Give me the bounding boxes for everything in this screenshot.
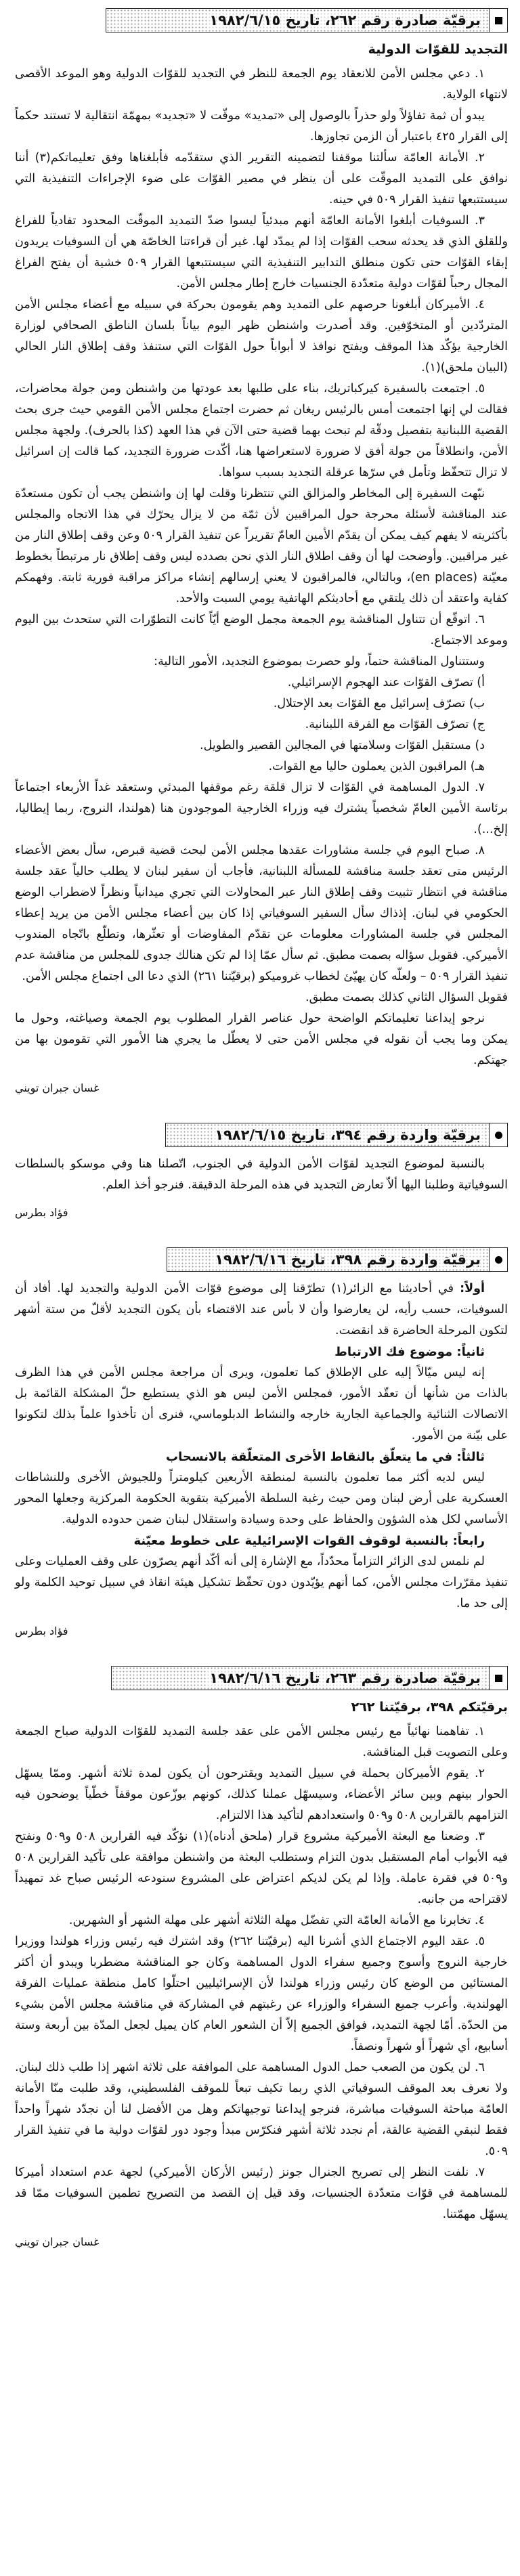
- paragraph: فقوبل السؤال الثاني كذلك بصمت مطبق.: [305, 991, 508, 1004]
- paragraph: لم نلمس لدى الزائر التزاماً محدّداً، مع الإشارة إلى أنه أكّد أنهم يصرّون على وقف العمليات وعلى تنفيذ مقرّرات مجلس الأمن، كما أنهم يؤيّدون دون تحفّظ تشكيل هيئة انقاذ في سبيل توحيد الكلمة ولو إلى حد ما.: [15, 1555, 508, 1610]
- circle-bullet-icon: [489, 1248, 507, 1271]
- paragraph: ٢. الأمانة العامّة سألتنا موقفنا لتضمينه التقرير الذي ستقدّمه فأبلغناها وفق تعليماتكم(٣) أننا نوافق على التمديد الموقّت على أن ينظر في مصير القوّات على ضوء الإجراءات التنفيذية التي سيستتبعها تنفيذ القرار ٥٠٩ في حينه.: [15, 151, 508, 207]
- topics-list: [15, 672, 508, 777]
- paragraph: ٤. الأميركان أبلغونا حرصهم على التمديد وهم يقومون بحركة في سبيله مع أعضاء مجلس الأمن المتردّدين أو المتخوّفين. وقد أصدرت واشنطن ظهر اليوم بياناً بلسان الناطق الصحافي لوزارة الخارجية يؤكّد هذا الموقف ويفتح نوافذ لا أبواباً حول القوّات التي ستنفذ وقف إطلاق النار الحالي (البيان ملحق)(١).: [15, 298, 508, 374]
- paragraph: ١. دعي مجلس الأمن للانعقاد يوم الجمعة للنظر في التجديد للقوّات الدولية وهو الموعد الأقصى لانتهاء الولاية.: [15, 67, 508, 102]
- telegram-header-text: برقيّة صادرة رقم ٢٦٣، تاريخ ١٩٨٢/٦/١٦: [207, 1670, 483, 1686]
- signature: فؤاد بطرس: [15, 1206, 68, 1219]
- paragraph: نبّهت السفيرة إلى المخاطر والمزالق التي تنتظرنا وقلت لها إن واشنطن يجب أن تكون مستعدّة عند المناقشة لأسئلة محرجة حول المراقبين لأن ثمّة من لا يزال يحرّك في هذا الاتجاه والمجلس بأكثريته لا يفهم كيف يمكن أن يقدّم الأمين العامّ تقريراً عن تنفيذ القرار ٥٠٩ وعن وقف إطلاق النار من غير مراقبين. وأوضحت لها أن وقف اطلاق النار الذي نحن بصدده ليس وقف إطلاق نار مرتبطاً بخطوط معيّنة (en places)، وبالتالي، فالمراقبون لا يعني إرسالهم إنشاء مراكز مراقبة فورية ثابتة. وفهمكم كفاية واعتقد أن ذلك يلتقي مع أحاديثكم الهاتفية يومي السبت والأحد.: [15, 487, 508, 605]
- telegram-header: [15, 1123, 508, 1147]
- square-bullet-icon: [489, 9, 507, 32]
- telegram-header-text: برقيّة واردة رقم ٣٩٨، تاريخ ١٩٨٢/٦/١٦: [212, 1251, 483, 1268]
- circle-bullet-icon: [489, 1123, 507, 1146]
- paragraph: ٦. اتوقّع أن تتناول المناقشة يوم الجمعة مجمل الوضع أيّاً كانت التطوّرات التي ستحدث بين اليوم وموعد الاجتماع.: [15, 613, 508, 647]
- paragraph: ٢. يقوم الأميركان بحملة في سبيل التمديد ويقترحون أن يكون لمدة ثلاثة أشهر. وممّا يسهّل الحوار بينهم وبين سائر الأعضاء، وسيسهّل عملنا كذلك، كونهم يوزّعون موقفاً خطّياً يوضحون فيه التزامهم بالقرارين ٥٠٨ و٥٠٩ واستعدادهم لتأكيد هذا الالتزام.: [15, 1767, 508, 1822]
- paragraph: ٥. عقد اليوم الاجتماع الذي أشرنا اليه (برقيّتنا ٢٦٢) وقد اشترك فيه رئيس وزراء هولندا ووزيرا خارجية النروج وأسوج وجميع سفراء الدول المساهمة وكان جو المناقشة مضطربا ويبدو أن أكثر المستائين من الوضع كان رئيس وزراء هولندا لأن الإسرائيليين احتلّوا كامل منطقة عمليات الفرقة الهولندية. وأعرب جميع السفراء والوزراء عن رغبتهم في المشاركة في مناقشة مجلس الأمن بشيء من الحدّة. أمّا لجهة التمديد، فوافق الجميع إلاّ أن الشعور العام كان يميل لجعل المدّة بين أربعة وستة أسابيع، أي شهراً أو شهراً ونصفاً.: [15, 1935, 508, 2053]
- list-intro: وستتناول المناقشة حتماً، ولو حصرت بموضوع التجديد، الأمور التالية:: [154, 655, 485, 668]
- telegram-header: [15, 8, 508, 33]
- section-heading: ثالثاً: في ما يتعلّق بالنقاط الأخرى المتعلّقة بالانسحاب: [166, 1450, 485, 1464]
- paragraph: ٨. صباح اليوم في جلسة مشاورات عقدها مجلس الأمن لبحث قضية قبرص، سأل بعض الأعضاء الرئيس متى تعقد جلسة مناقشة للمسألة اللبنانية، فأجاب أن سفير لبنان لا يطلب حالياً عقد جلسة مناقشة في انتظار تثبيت وقف إطلاق النار عبر المحاولات التي تجري ميدانياً ونظراً لاضطراب الوضع الحكومي في لبنان. إذذاك سأل السفير السوفياتي إذا كان بين أعضاء مجلس الأمن من يريد إعطاء المجلس في جلسة المشاورات معلومات عن تقدّم المفاوضات أو تعثّرها، وتطلّع باتّجاه المندوب الأميركي. فقوبل سؤاله بصمت مطبق. ثم سأل عمّا إذا لم تكن هنالك جدوى للمجلس من مناقشة عدم تنفيذ القرار ٥٠٩ – ولعلّه كان يهيّئ لخطاب غروميكو (برقيّتنا ٢٦١) الذي دعا الى اجتماع مجلس الأمن.: [15, 844, 508, 983]
- list-item: هـ) المراقبون الذين يعملون حاليا مع القوات.: [268, 760, 485, 773]
- signature: فؤاد بطرس: [15, 1625, 68, 1637]
- paragraph: ٧. نلفت النظر إلى تصريح الجنرال جونز (رئيس الأركان الأميركي) لجهة عدم استعداد أميركا للمساهمة في قوّات متعدّدة الجنسيات، وقد قيل إن القصد من التصريح تطمين السوفيات ممّا قد يسهّل مهمّتنا.: [15, 2166, 508, 2221]
- paragraph: ٥. اجتمعت بالسفيرة كيركباتريك، بناء على طلبها بعد عودتها من واشنطن ومن جولة محاضرات، فقالت لي إنها اجتمعت أمس بالرئيس ريغان ثم حضرت اجتماع مجلس الأمن القومي حيث جرى بحث القضية اللبنانية بتفصيل ودقّة لم تبحث بهما قضية حتى الآن في هذا العهد (كذا بالحرف). ولجهة مجلس الأمن، وانطلاقاً من جولة أفق لا ضرورة لاستعراضها هنا، أكّدت ضرورة التجديد، كما قالت إن اسرائيل لا تزال تتحفّظ وتأمل في سرّها عرقلة التجديد بسبب سواها.: [15, 382, 508, 479]
- telegram-title: التجديد للقوّات الدولية: [368, 42, 508, 57]
- paragraph: ٣. وضعنا مع البعثة الأميركية مشروع قرار (ملحق أدناه)(١) نؤكّد فيه القرارين ٥٠٨ و٥٠٩ ونفتح فيه الأبواب أمام المستقبل بدون التزام وستطلب البعثة من واشنطن موافقة على تأكيد القرارين ٥٠٨ و٥٠٩ في فقرة عاملة. وإذا لم يكن لديكم اعتراض على المشروع سنودعه الرئيس صباح غد تمهيداً لاقتراحه من جانبه.: [15, 1830, 508, 1906]
- square-bullet-icon: [489, 1667, 507, 1690]
- paragraph: أولاً: في أحاديثنا مع الزائر(١) تطرّقنا إلى موضوع قوّات الأمن الدولية والتجديد لها. أفاد أن السوفيات، حسب رأيه، لن يعارضوا وأن لا بأس عند الاقتضاء بأن يكون التجديد لأقلّ من ستة أشهر لتكون المرحلة الحاضرة قد انقضت.: [15, 1282, 508, 1337]
- section-heading: ثانياً: موضوع فك الارتباط: [334, 1345, 485, 1359]
- list-item: ب) تصرّف إسرائيل مع القوّات بعد الإحتلال.: [273, 697, 485, 710]
- paragraph: ١. تفاهمنا نهائياً مع رئيس مجلس الأمن على عقد جلسة التمديد للقوّات الدولية صباح الجمعة وعلى التصويت قبل المناقشة.: [15, 1725, 508, 1759]
- paragraph: يبدو أن ثمة تفاؤلاً ولو حذراً بالوصول إلى «تمديد» موقّت لا «تجديد» بمهمّة انتقالية لا تستند حكماً إلى القرار ٤٢٥ باعتبار أن الزمن تجاوزها.: [15, 109, 508, 144]
- paragraph: ٦. لن يكون من الصعب حمل الدول المساهمة على الموافقة على ثلاثة اشهر إذا طلب ذلك لبنان. ولا نعرف بعد الموقف السوفياتي الذي ربما تكيف تبعاً للموقف الفلسطيني، وقد طلبت منّا الأمانة العامّة مباحثة السوفيات مباشرة، فنرجو إيداعنا توجيهاتكم وهل من الأفضل لنا أن نجدّد شهراً واحداً فقط لنبقي القضية عالقة، أم نجدد ثلاثة أشهر فنكرّس مبدأ وجود دور لقوّات دولية ما في تنفيذ القرار ٥٠٩.: [15, 2061, 508, 2158]
- telegram-263: [15, 1666, 508, 2252]
- paragraph: ٧. الدول المساهمة في القوّات لا تزال قلقة رغم موقفها المبدئي وستعقد غداً الأربعاء اجتماعاً برئاسة الأمين العامّ شخصياً يشترك فيه وزراء الخارجية الموجودون هنا (هولندا، النروج، ربما إيطاليا، إلخ...).: [15, 781, 508, 836]
- paragraph: نرجو إيداعنا تعليماتكم الواضحة حول عناصر القرار المطلوب يوم الجمعة وصياغته، وحول ما يمكن وما يجب أن نقوله في مجلس الأمن حتى لا يعطّل ما يجري هنا الأمور التي تقومون بها من جهتكم.: [15, 1012, 508, 1067]
- paragraph: ٤. تخابرنا مع الأمانة العامّة التي تفضّل مهلة الثلاثة أشهر على مهلة الشهر أو الشهرين.: [68, 1914, 485, 1927]
- paragraph: ليس لديه أكثر مما تعلمون بالنسبة لمنطقة الأربعين كيلومتراً وللجيوش الأخرى وللنشاطات العسكرية على أرض لبنان ومن حيث رغبة السلطة الأميركية بتقوية الحكومة المركزية وجعلها المحور الأساسي لكل هذه الشؤون والحفاظ على وحدة وسيادة واستقلال لبنان ضمن حدوده الدولية.: [15, 1471, 508, 1526]
- signature: غسان جبران تويني: [15, 2235, 100, 2248]
- telegram-header-text: برقيّة صادرة رقم ٢٦٢، تاريخ ١٩٨٢/٦/١٥: [207, 12, 483, 28]
- telegram-394: [15, 1123, 508, 1223]
- paragraph: ٣. السوفيات أبلغوا الأمانة العامّة أنهم مبدئياً ليسوا ضدّ التمديد الموقّت المحدود تفادياً للفراغ وللقلق الذي قد يحدثه سحب القوّات إذا لم يمدّد لها. غير أن قراءتنا الخاصّة هي أن السوفيات يريدون إبقاء القوّات حتى تكون منطلق التدابير التنفيذية التي سيستتبعها القرار ٥٠٩ خشية أن يفتح الفراغ المجال رحباً لقوّات دولية متعدّدة الجنسيات خارج إطار مجلس الأمن.: [15, 214, 508, 291]
- telegram-header: [15, 1247, 508, 1272]
- paragraph: بالنسبة لموضوع التجديد لقوّات الأمن الدولية في الجنوب، اتّصلنا هنا وفي موسكو بالسلطات السوفياتية وطلبنا اليها ألاّ تعارض التجديد في هذه المرحلة الدقيقة. فنرجو أخذ العلم.: [15, 1157, 508, 1192]
- section-heading: رابعاً: بالنسبة لوقوف القوات الإسرائيلية على خطوط معيّنة: [133, 1534, 485, 1548]
- list-item: د) مستقبل القوّات وسلامتها في المجالين القصير والطويل.: [200, 739, 485, 752]
- list-item: أ) تصرّف القوّات عند الهجوم الإسرائيلي.: [287, 676, 485, 689]
- telegram-header: [15, 1666, 508, 1690]
- telegram-262: [15, 8, 508, 1098]
- telegram-header-text: برقيّة واردة رقم ٣٩٤، تاريخ ١٩٨٢/٦/١٥: [212, 1127, 483, 1143]
- section-lead: أولاً:: [460, 1282, 485, 1295]
- list-item: ج) تصرّف القوّات مع الفرقة اللبنانية.: [305, 718, 485, 731]
- signature: غسان جبران تويني: [15, 1081, 100, 1094]
- paragraph: إنه ليس ميّالاً إليه على الإطلاق كما تعلمون، ويرى أن مراجعة مجلس الأمن في هذا الظرف بالذات من شأنها أن تعقّد الأمور، فمجلس الأمن ليس هو الذي يستطيع حلّ المشكلة القائمة بل الاتصالات الثنائية والجماعية الجارية خارجه والنشاط الدبلوماسي، فنرى أن تأخذوا علماً بذلك لتكونوا على بيّنة من الأمور.: [15, 1366, 508, 1442]
- telegram-398: [15, 1247, 508, 1641]
- telegram-reference: برقيّتكم ٣٩٨، برقيّتنا ٢٦٢: [351, 1700, 508, 1715]
